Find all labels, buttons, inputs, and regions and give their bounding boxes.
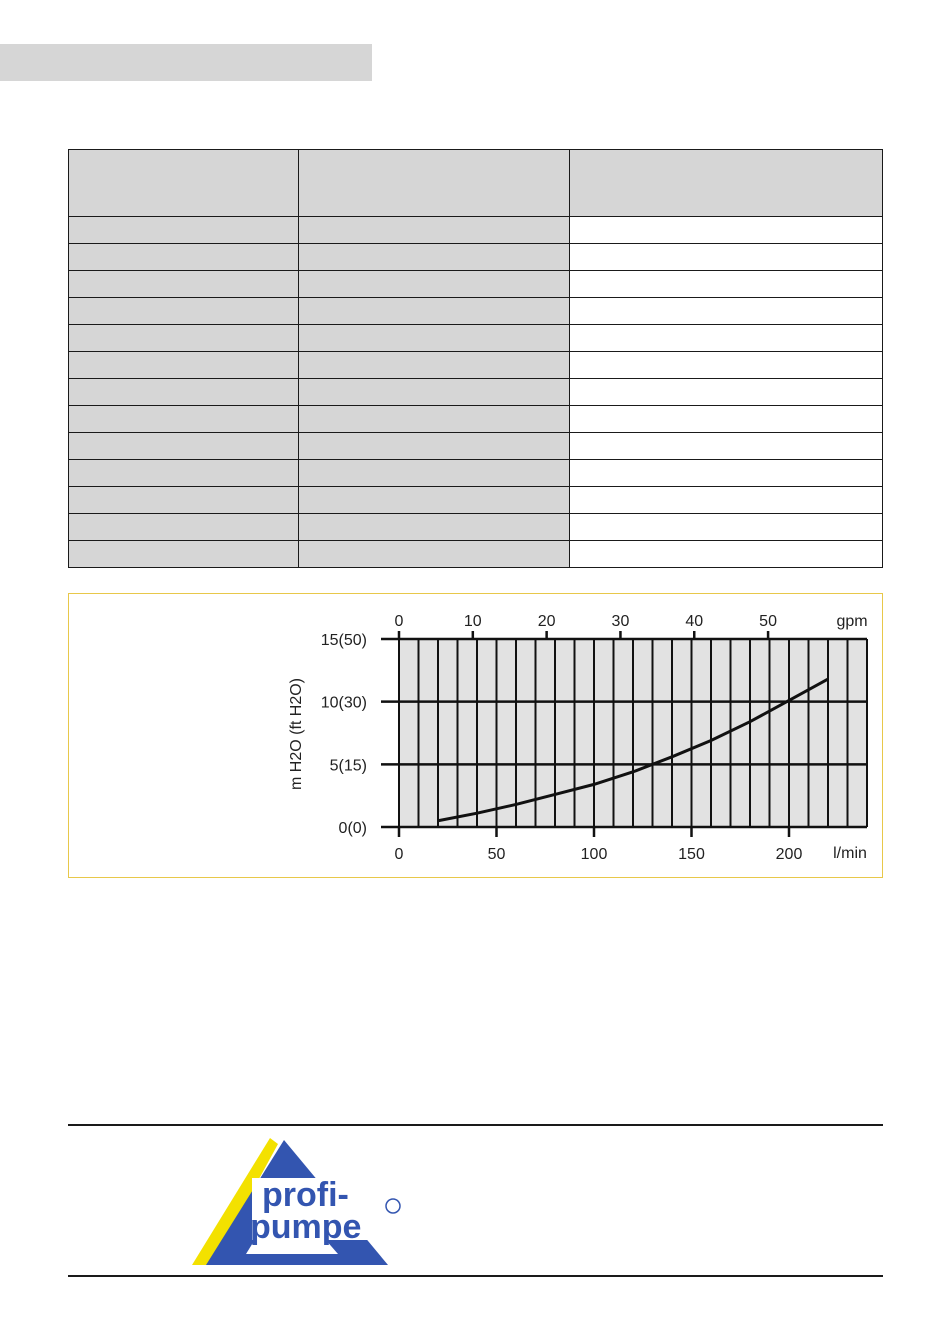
table-row [69, 325, 883, 352]
performance-chart [68, 593, 883, 878]
header-bar [0, 44, 372, 81]
table-cell [69, 460, 299, 487]
table-cell [570, 487, 883, 514]
table-cell [570, 460, 883, 487]
y-axis-label: m H2O (ft H2O) [288, 677, 305, 791]
table-cell [69, 217, 299, 244]
x2-tick-label: 0 [394, 613, 404, 630]
table-cell [570, 406, 883, 433]
table-row [69, 514, 883, 541]
table-row [69, 244, 883, 271]
table-cell [69, 298, 299, 325]
table-cell [299, 433, 570, 460]
table-row [69, 433, 883, 460]
table-cell [570, 541, 883, 568]
table-cell [570, 298, 883, 325]
table-cell [299, 487, 570, 514]
table-cell [299, 244, 570, 271]
table-row [69, 460, 883, 487]
table-cell [570, 217, 883, 244]
table-cell [570, 379, 883, 406]
table-cell [69, 433, 299, 460]
top-axis-label: gpm [836, 613, 868, 630]
table-cell [299, 271, 570, 298]
table-cell [299, 217, 570, 244]
table-cell [299, 352, 570, 379]
logo-line2: pumpe [250, 1208, 362, 1246]
spec-table [68, 149, 883, 568]
table-cell [299, 298, 570, 325]
x2-tick-label: 20 [537, 613, 556, 630]
logo-line1: profi- [262, 1176, 349, 1214]
table-row [69, 379, 883, 406]
header-cell [570, 150, 883, 217]
x-tick-label: 100 [580, 846, 608, 863]
table-cell [570, 514, 883, 541]
table-cell [299, 406, 570, 433]
table-cell [299, 325, 570, 352]
header-cell [69, 150, 299, 217]
x2-tick-label: 40 [685, 613, 704, 630]
table-row [69, 487, 883, 514]
chart-svg [69, 594, 882, 877]
y-tick-label: 10(30) [320, 694, 367, 712]
table-cell [69, 244, 299, 271]
table-cell [299, 514, 570, 541]
table-cell [299, 379, 570, 406]
table-cell [570, 433, 883, 460]
x2-tick-label: 10 [463, 613, 482, 630]
table-cell [570, 244, 883, 271]
table-row [69, 271, 883, 298]
table-row [69, 352, 883, 379]
table-cell [69, 271, 299, 298]
table-cell [570, 352, 883, 379]
table-cell [570, 271, 883, 298]
table-cell [570, 325, 883, 352]
table-cell [299, 541, 570, 568]
table-cell [69, 352, 299, 379]
y-tick-label: 5(15) [329, 757, 367, 775]
profi-pumpe-logo [188, 1134, 408, 1268]
x2-tick-label: 50 [759, 613, 777, 630]
table-cell [69, 406, 299, 433]
table-row [69, 217, 883, 244]
y-tick-label: 0(0) [338, 820, 367, 837]
footer-rule-top [68, 1124, 883, 1126]
table-cell [299, 460, 570, 487]
x-tick-label: 150 [678, 846, 705, 863]
table-row [69, 406, 883, 433]
x-tick-label: 0 [394, 846, 404, 863]
table-cell [69, 487, 299, 514]
y-tick-label: 15(50) [320, 632, 367, 649]
table-cell [69, 514, 299, 541]
header-cell [299, 150, 570, 217]
table-row [69, 298, 883, 325]
table-cell [69, 379, 299, 406]
table-row [69, 541, 883, 568]
table-header-row [69, 150, 883, 217]
x2-tick-label: 30 [611, 613, 630, 630]
footer-rule-bottom [68, 1275, 883, 1277]
x-axis-label: l/min [833, 845, 867, 862]
x-tick-label: 200 [775, 846, 803, 863]
table-cell [69, 541, 299, 568]
table-cell [69, 325, 299, 352]
x-tick-label: 50 [487, 846, 506, 863]
